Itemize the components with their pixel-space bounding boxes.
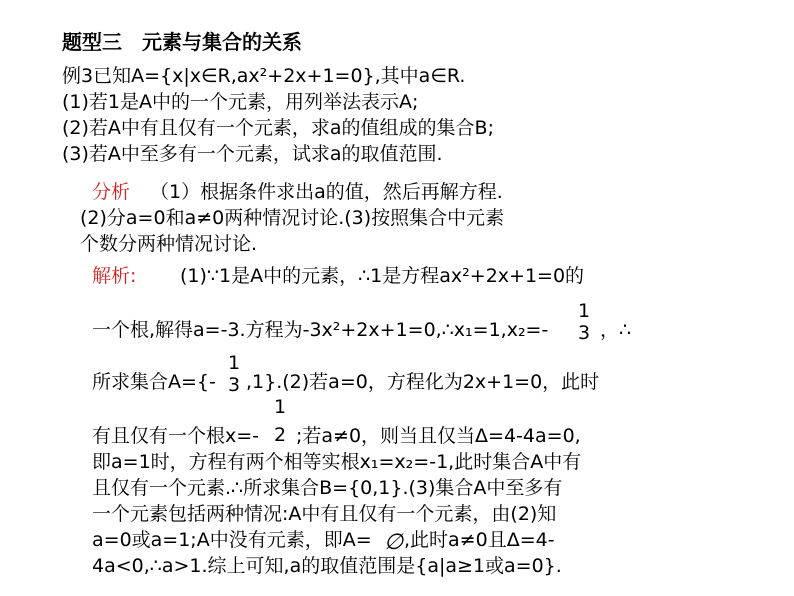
fraction-one-third-b <box>224 352 244 396</box>
fraction-one-third-a <box>573 300 595 344</box>
solution-line-4a: 有且仅有一个根x=- <box>92 425 260 447</box>
fraction-numerator: 1 <box>227 352 241 374</box>
empty-set-symbol: ∅ <box>384 530 404 555</box>
problem-stem: 例3已知A={x|x∈R,ax²+2x+1=0},其中a∈R. <box>62 65 466 87</box>
solution-line-1: (1)∵1是A中的元素，∴1是方程ax²+2x+1=0的 <box>180 265 585 287</box>
fraction-numerator: 1 <box>577 300 591 322</box>
fraction-one-half <box>270 396 290 446</box>
solution-line-9: 4a<0,∴a>1.综上可知,a的取值范围是{a|a≥1或a=0}. <box>92 555 562 577</box>
problem-question-1: (1)若1是A中的一个元素，用列举法表示A; <box>62 91 419 113</box>
fraction-numerator: 1 <box>273 396 287 418</box>
solution-line-8a: a=0或a=1;A中没有元素，即A= <box>92 529 372 551</box>
section-heading: 题型三 元素与集合的关系 <box>62 30 302 54</box>
fraction-denominator: 2 <box>273 424 287 446</box>
fraction-denominator: 3 <box>227 374 241 396</box>
solution-line-7: 一个元素包括两种情况:A中有且仅有一个元素，由(2)知 <box>92 503 557 525</box>
problem-question-2: (2)若A中有且仅有一个元素，求a的值组成的集合B; <box>62 117 494 139</box>
solution-line-3a: 所求集合A={- <box>92 371 216 393</box>
analysis-label: 分析 <box>92 181 131 203</box>
solution-line-5: 即a=1时，方程有两个相等实根x₁=x₂=-1,此时集合A中有 <box>92 451 582 473</box>
solution-line-4b: ;若a≠0，则当且仅当Δ=4-4a=0, <box>296 425 581 447</box>
fraction-denominator: 3 <box>577 322 591 344</box>
solution-line-6: 且仅有一个元素.∴所求集合B={0,1}.(3)集合A中至多有 <box>92 477 563 499</box>
solution-line-8b: ,此时a≠0且Δ=4- <box>404 529 555 551</box>
solution-line-3b: ,1}.(2)若a=0，方程化为2x+1=0，此时 <box>246 371 600 393</box>
analysis-line-3: 个数分两种情况讨论. <box>80 233 258 255</box>
problem-question-3: (3)若A中至多有一个元素，试求a的取值范围. <box>62 143 443 165</box>
analysis-line-2: (2)分a=0和a≠0两种情况讨论.(3)按照集合中元素 <box>80 207 505 229</box>
solution-line-2a: 一个根,解得a=-3.方程为-3x²+2x+1=0,∴x₁=1,x₂=- <box>92 319 549 341</box>
solution-label: 解析: <box>92 265 137 287</box>
solution-line-2b: ，∴ <box>600 319 632 341</box>
analysis-line-1: （1）根据条件求出a的值，然后再解方程. <box>150 181 503 203</box>
